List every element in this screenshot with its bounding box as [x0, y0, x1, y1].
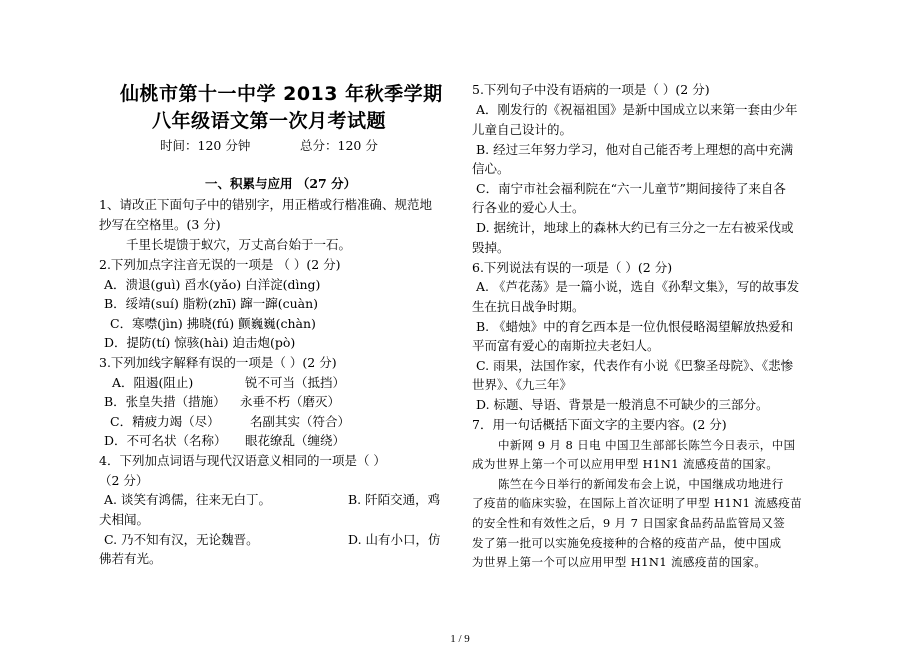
q7-passage-p2-5: 为世界上第一个可以应用甲型 H1N1 流感疫苗的国家。 [472, 555, 767, 569]
q7-passage-p1-2: 成为世界上第一个可以应用甲型 H1N1 流感疫苗的国家。 [472, 457, 779, 471]
q6-option-a-2: 生在抗日战争时期。 [472, 299, 585, 314]
q6-option-c-1: C. 雨果，法国作家，代表作有小说《巴黎圣母院》、《悲惨 [476, 358, 794, 373]
q4-stem-1: 4．下列加点词语与现代汉语意义相同的一项是（ ） [99, 453, 386, 468]
q2-option-b: B．绥靖(suí) 脂粉(zhī) 蹿一蹿(cuàn) [104, 296, 319, 311]
q6-stem: 6.下列说法有误的一项是（ ）(2 分) [472, 260, 673, 275]
q3-option-d-1: D．不可名状（名称） [104, 433, 227, 448]
q1-line-2: 抄写在空格里。(3 分) [99, 217, 221, 232]
q3-option-c-1: C．精疲力竭（尽） [110, 414, 220, 429]
page-number: 1 / 9 [450, 633, 470, 645]
q3-option-c-2: 名副其实（符合） [250, 414, 351, 429]
q5-option-b-1: B. 经过三年努力学习，他对自己能否考上理想的高中充满 [476, 142, 794, 157]
q4-option-c: C. 乃不知有汉，无论魏晋。 [104, 532, 259, 547]
q2-stem: 2.下列加点字注音无误的一项是 （ ）(2 分) [99, 257, 341, 272]
q5-option-b-2: 信心。 [472, 161, 510, 176]
section-heading: 一、积累与应用 （27 分） [205, 176, 357, 191]
q6-option-a-1: A. 《芦花荡》是一篇小说，选自《孙犁文集》，写的故事发 [476, 279, 800, 294]
q7-passage-p2-2: 了疫苗的临床实验，在国际上首次证明了甲型 H1N1 流感疫苗 [472, 496, 803, 510]
q4-option-b: B. 阡陌交通，鸡 [348, 492, 441, 507]
q7-passage-p1-1: 中新网 9 月 8 日电 中国卫生部部长陈竺今日表示，中国 [498, 438, 796, 452]
q3-option-b-2: 永垂不朽（磨灭） [240, 394, 341, 409]
q5-option-a-2: 儿童自己设计的。 [472, 122, 573, 137]
q3-option-d-2: 眼花缭乱（缠绕） [245, 433, 346, 448]
q5-option-a-1: A．刚发行的《祝福祖国》是新中国成立以来第一套由少年 [476, 102, 798, 117]
q3-option-b-1: B．张皇失措（措施） [104, 394, 226, 409]
q5-option-d-1: D. 据统计，地球上的森林大约已有三分之一左右被采伐或 [476, 220, 794, 235]
q7-passage-p2-1: 陈竺在今日举行的新闻发布会上说，中国继成功地进行 [498, 477, 784, 491]
q3-option-a-1: A．阻遏(阻止) [112, 375, 194, 390]
q3-stem: 3.下列加线字解释有误的一项是（ ）(2 分) [99, 355, 337, 370]
q7-passage-p2-4: 发了第一批可以实施免疫接种的合格的疫苗产品，使中国成 [472, 536, 782, 550]
q2-option-d: D．提防(tí) 惊骇(hài) 迫击炮(pò) [104, 335, 296, 350]
q2-option-a: A．溃退(guì) 舀水(yǎo) 白洋淀(dìng) [104, 277, 321, 292]
exam-time: 时间：120 分钟 [160, 138, 251, 153]
q4-option-a: A. 谈笑有鸿儒，往来无白丁。 [104, 492, 271, 507]
q6-option-c-2: 世界》、《九三年》 [472, 377, 573, 392]
q1-line-1: 1、请改正下面句子中的错别字，用正楷或行楷准确、规范地 [99, 197, 432, 212]
exam-score: 总分：120 分 [300, 138, 378, 153]
q6-option-b-1: B. 《蜡烛》中的育乞西本是一位仇恨侵略渴望解放热爱和 [476, 319, 794, 334]
q6-option-d: D. 标题、导语、背景是一般消息不可缺少的三部分。 [476, 397, 769, 412]
title-line-1: 仙桃市第十一中学 2013 年秋季学期 [120, 83, 443, 105]
q5-option-c-1: C．南宁市社会福利院在“六一儿童节”期间接待了来自各 [476, 181, 786, 196]
q4-option-d: D. 山有小口，仿 [348, 532, 441, 547]
q5-stem: 5.下列句子中没有语病的一项是（ ）(2 分) [472, 82, 710, 97]
q2-option-c: C．寒噤(jìn) 拂晓(fú) 颤巍巍(chàn) [110, 316, 316, 331]
q7-stem: 7．用一句话概括下面文字的主要内容。(2 分) [472, 417, 727, 432]
title-line-2: 八年级语文第一次月考试题 [152, 110, 387, 132]
q4-option-b-cont: 犬相闻。 [99, 512, 150, 527]
q5-option-d-2: 毁掉。 [472, 240, 510, 255]
q7-passage-p2-3: 的安全性和有效性之后，9 月 7 日国家食品药品监管局又签 [472, 516, 786, 530]
q3-option-a-2: 锐不可当（抵挡） [245, 375, 346, 390]
q1-sentence: 千里长堤馈于蚁穴，万丈高台始于一石。 [126, 237, 352, 252]
q6-option-b-2: 平而富有爱心的南斯拉夫老妇人。 [472, 338, 660, 353]
q5-option-c-2: 行各业的爱心人士。 [472, 200, 585, 215]
q4-stem-2: （2 分） [99, 473, 149, 488]
q4-option-d-cont: 佛若有光。 [99, 551, 162, 566]
